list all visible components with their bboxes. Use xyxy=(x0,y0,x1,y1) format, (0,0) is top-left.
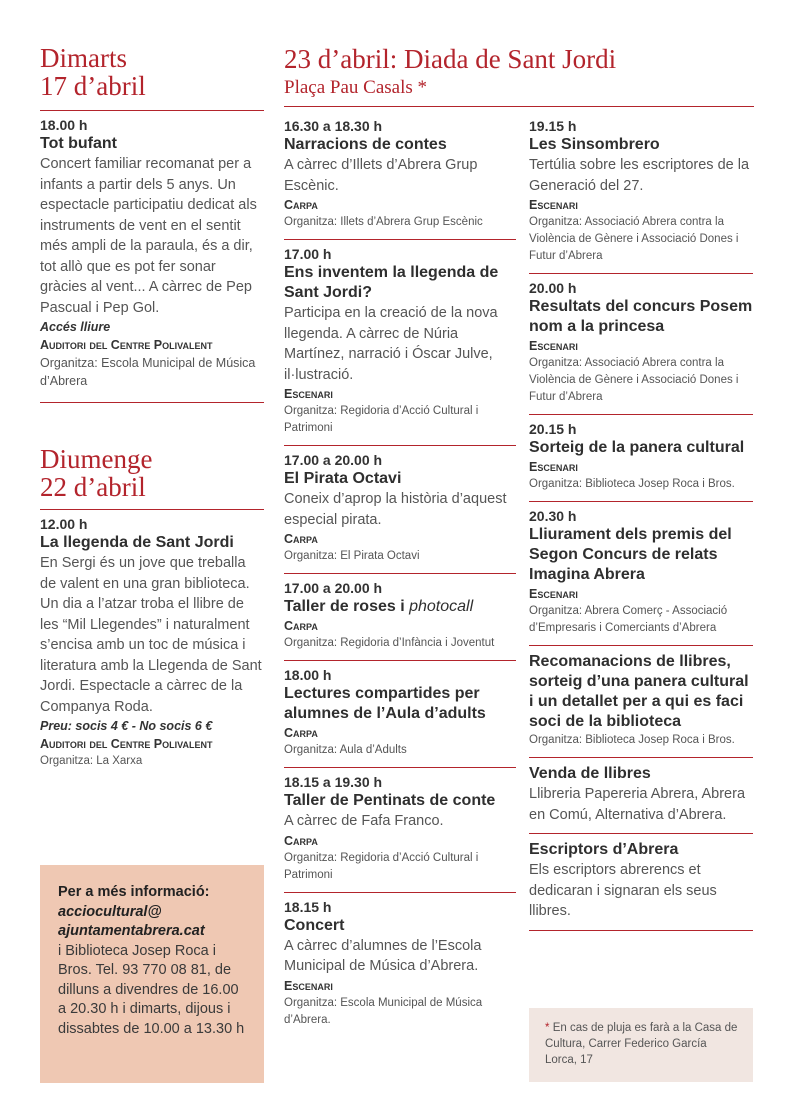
event-sinsombrero xyxy=(529,112,753,265)
event-time: 18.00 h xyxy=(40,117,88,133)
event-title: La llegenda de Sant Jordi xyxy=(40,534,234,551)
event-title: Lectures compartides per alumnes de l’Aula d’adults xyxy=(284,685,486,722)
event-organizer: Organitza: Associació Abrera contra la Violència de Gènere i Associació Dones i Futur d’Abrera xyxy=(529,216,739,262)
event-taller-pentinats xyxy=(284,768,516,884)
event-title: El Pirata Octavi xyxy=(284,470,402,487)
event-description: A càrrec d’alumnes de l’Escola Municipal de Música d’Abrera. xyxy=(284,937,482,974)
info-text: i Biblioteca Josep Roca i Bros. Tel. 93 770 08 81, de dilluns a divendres de 16.00 a 20.30 h i dimarts, dijous i dissabtes de 10.00 a 13.30 h xyxy=(58,942,245,1037)
column-right xyxy=(529,112,753,931)
event-place: Carpa xyxy=(284,726,318,740)
event-resultats-concurs xyxy=(529,274,753,406)
event-title: Concert xyxy=(284,916,345,934)
event-title: Resultats del concurs Posem nom a la princesa xyxy=(529,298,753,335)
event-organizer: Organitza: Abrera Comerç - Associació d’Empresaris i Comerciants d’Abrera xyxy=(529,605,728,634)
event-organizer: Organitza: Regidoria d’Acció Cultural i Patrimoni xyxy=(284,405,479,434)
event-time: 20.15 h xyxy=(529,421,577,437)
event-access: Accés lliure xyxy=(40,320,111,334)
event-title: Taller de roses i photocall xyxy=(284,598,474,615)
event-organizer: Organitza: Illets d’Abrera Grup Escènic xyxy=(284,216,483,228)
event-lliurament-premis xyxy=(529,502,753,637)
event-organizer: Organitza: Biblioteca Josep Roca i Bros. xyxy=(529,734,735,746)
event-concert xyxy=(284,893,516,1029)
event-organizer: Organitza: Associació Abrera contra la Violència de Gènere i Associació Dones i Futur d’Abrera xyxy=(529,357,739,403)
event-time: 19.15 h xyxy=(529,118,577,134)
event-place: Carpa xyxy=(284,198,318,212)
event-venda-llibres xyxy=(529,758,753,825)
event-time: 20.00 h xyxy=(529,280,577,296)
rain-note-text: En cas de pluja es farà a la Casa de Cultura, Carrer Federico García Lorca, 17 xyxy=(545,1022,738,1066)
event-title: Ens inventem la llegenda de Sant Jordi? xyxy=(284,264,499,301)
event-description: Tertúlia sobre les escriptores de la Generació del 27. xyxy=(529,157,750,194)
event-place: Carpa xyxy=(284,619,318,633)
event-place: Auditori del Centre Polivalent xyxy=(40,338,213,352)
event-title: Escriptors d’Abrera xyxy=(529,841,679,858)
event-place: Carpa xyxy=(284,833,318,848)
event-price: Preu: socis 4 € - No socis 6 € xyxy=(40,719,213,733)
event-narracions xyxy=(284,112,516,231)
event-taller-roses xyxy=(284,574,516,652)
event-sorteig-panera xyxy=(529,415,753,493)
event-title: Venda de llibres xyxy=(529,765,651,782)
event-time: 18.00 h xyxy=(284,667,332,683)
event-description: En Sergi és un jove que treballa de valent en una gran biblioteca. Un dia a l’atzar troba el llibre de les “Mil Llegendes” i naturalment s’encisa amb un toc de música i literatura amb la Llegenda de Sant Jordi. Espectacle a càrrec de la Companya Roda. xyxy=(40,555,262,715)
event-place: Escenari xyxy=(284,978,333,993)
event-title: Recomanacions de llibres, sorteig d’una panera cultural i un detallet per a qui es faci soci de la biblioteca xyxy=(529,653,749,730)
event-time: 17.00 a 20.00 h xyxy=(284,452,383,468)
day-heading-dimarts: Dimarts 17 d’abril xyxy=(40,43,146,101)
event-place: Carpa xyxy=(284,532,318,546)
event-title: Les Sinsombrero xyxy=(529,136,660,153)
event-place: Auditori del Centre Polivalent xyxy=(40,737,213,751)
event-title: Narracions de contes xyxy=(284,136,447,153)
event-time: 17.00 h xyxy=(284,246,332,262)
event-place: Escenari xyxy=(529,339,578,353)
main-header xyxy=(284,44,754,107)
event-title: Taller de Pentinats de conte xyxy=(284,792,496,809)
info-box xyxy=(40,865,264,1083)
event-title: Tot bufant xyxy=(40,135,118,152)
asterisk: * xyxy=(545,1022,550,1034)
event-organizer: Organitza: Regidoria d’Acció Cultural i Patrimoni xyxy=(284,851,479,881)
event-title: Lliurament dels premis del Segon Concurs de relats Imagina Abrera xyxy=(529,526,732,583)
event-recomanacions xyxy=(529,646,753,749)
divider xyxy=(40,402,264,403)
event-description: Els escriptors abrerencs et dedicaran i signaran els seus llibres. xyxy=(529,862,717,919)
divider xyxy=(284,106,754,107)
event-time: 20.30 h xyxy=(529,508,577,524)
event-time: 18.15 a 19.30 h xyxy=(284,774,383,790)
rain-note xyxy=(529,1008,753,1082)
column-left xyxy=(40,44,264,770)
info-email[interactable]: acciocultural@ ajuntamentabrera.cat xyxy=(58,903,205,939)
event-time: 17.00 a 20.00 h xyxy=(284,580,383,596)
event-organizer: Organitza: Biblioteca Josep Roca i Bros. xyxy=(529,478,735,490)
event-place: Escenari xyxy=(529,460,578,474)
event-organizer: Organitza: Aula d’Adults xyxy=(284,744,407,756)
divider xyxy=(529,930,753,931)
column-middle xyxy=(284,112,516,1029)
event-place: Escenari xyxy=(529,587,578,601)
event-organizer: Organitza: Escola Municipal de Música d’Abrera. xyxy=(284,996,483,1026)
event-inventem-llegenda xyxy=(284,240,516,437)
page-subtitle: Plaça Pau Casals * xyxy=(284,77,428,98)
event-organizer: Organitza: Regidoria d’Infància i Joventut xyxy=(284,637,495,649)
event-place: Escenari xyxy=(284,387,333,401)
event-lectures-compartides xyxy=(284,661,516,759)
event-place: Escenari xyxy=(529,198,578,212)
event-organizer: Organitza: El Pirata Octavi xyxy=(284,550,420,562)
event-time: 16.30 a 18.30 h xyxy=(284,118,383,134)
event-organizer: Organitza: Escola Municipal de Música d’Abrera xyxy=(40,356,256,388)
event-description: A càrrec de Fafa Franco. xyxy=(284,813,444,829)
event-pirata-octavi xyxy=(284,446,516,565)
page-title: 23 d’abril: Diada de Sant Jordi xyxy=(284,44,617,74)
info-heading: Per a més informació: xyxy=(58,884,210,900)
event-description: Coneix d’aprop la història d’aquest especial pirata. xyxy=(284,491,507,528)
event-llegenda-sant-jordi xyxy=(40,510,264,770)
event-description: Llibreria Papereria Abrera, Abrera en Comú, Alternativa d’Abrera. xyxy=(529,786,746,823)
event-description: Concert familiar recomanat per a infants a partir dels 5 anys. Un espectacle participatiu dedicat als instruments de vent en el sentit més ampli de la paraula, és a dir, tot allò que es pot fer sonar gràcies al vent... A càrrec de Pep Pascual i Pep Gol. xyxy=(40,156,257,316)
event-escriptors xyxy=(529,834,753,922)
day-heading-diumenge: Diumenge 22 d’abril xyxy=(40,444,153,502)
event-title: Sorteig de la panera cultural xyxy=(529,439,745,456)
event-time: 12.00 h xyxy=(40,516,88,532)
event-organizer: Organitza: La Xarxa xyxy=(40,755,143,767)
event-description: Participa en la creació de la nova llegenda. A càrrec de Núria Martínez, narració i Óscar Julve, il·lustració. xyxy=(284,305,498,383)
event-tot-bufant xyxy=(40,111,264,390)
event-time: 18.15 h xyxy=(284,898,332,915)
event-description: A càrrec d’Illets d’Abrera Grup Escènic. xyxy=(284,157,478,194)
